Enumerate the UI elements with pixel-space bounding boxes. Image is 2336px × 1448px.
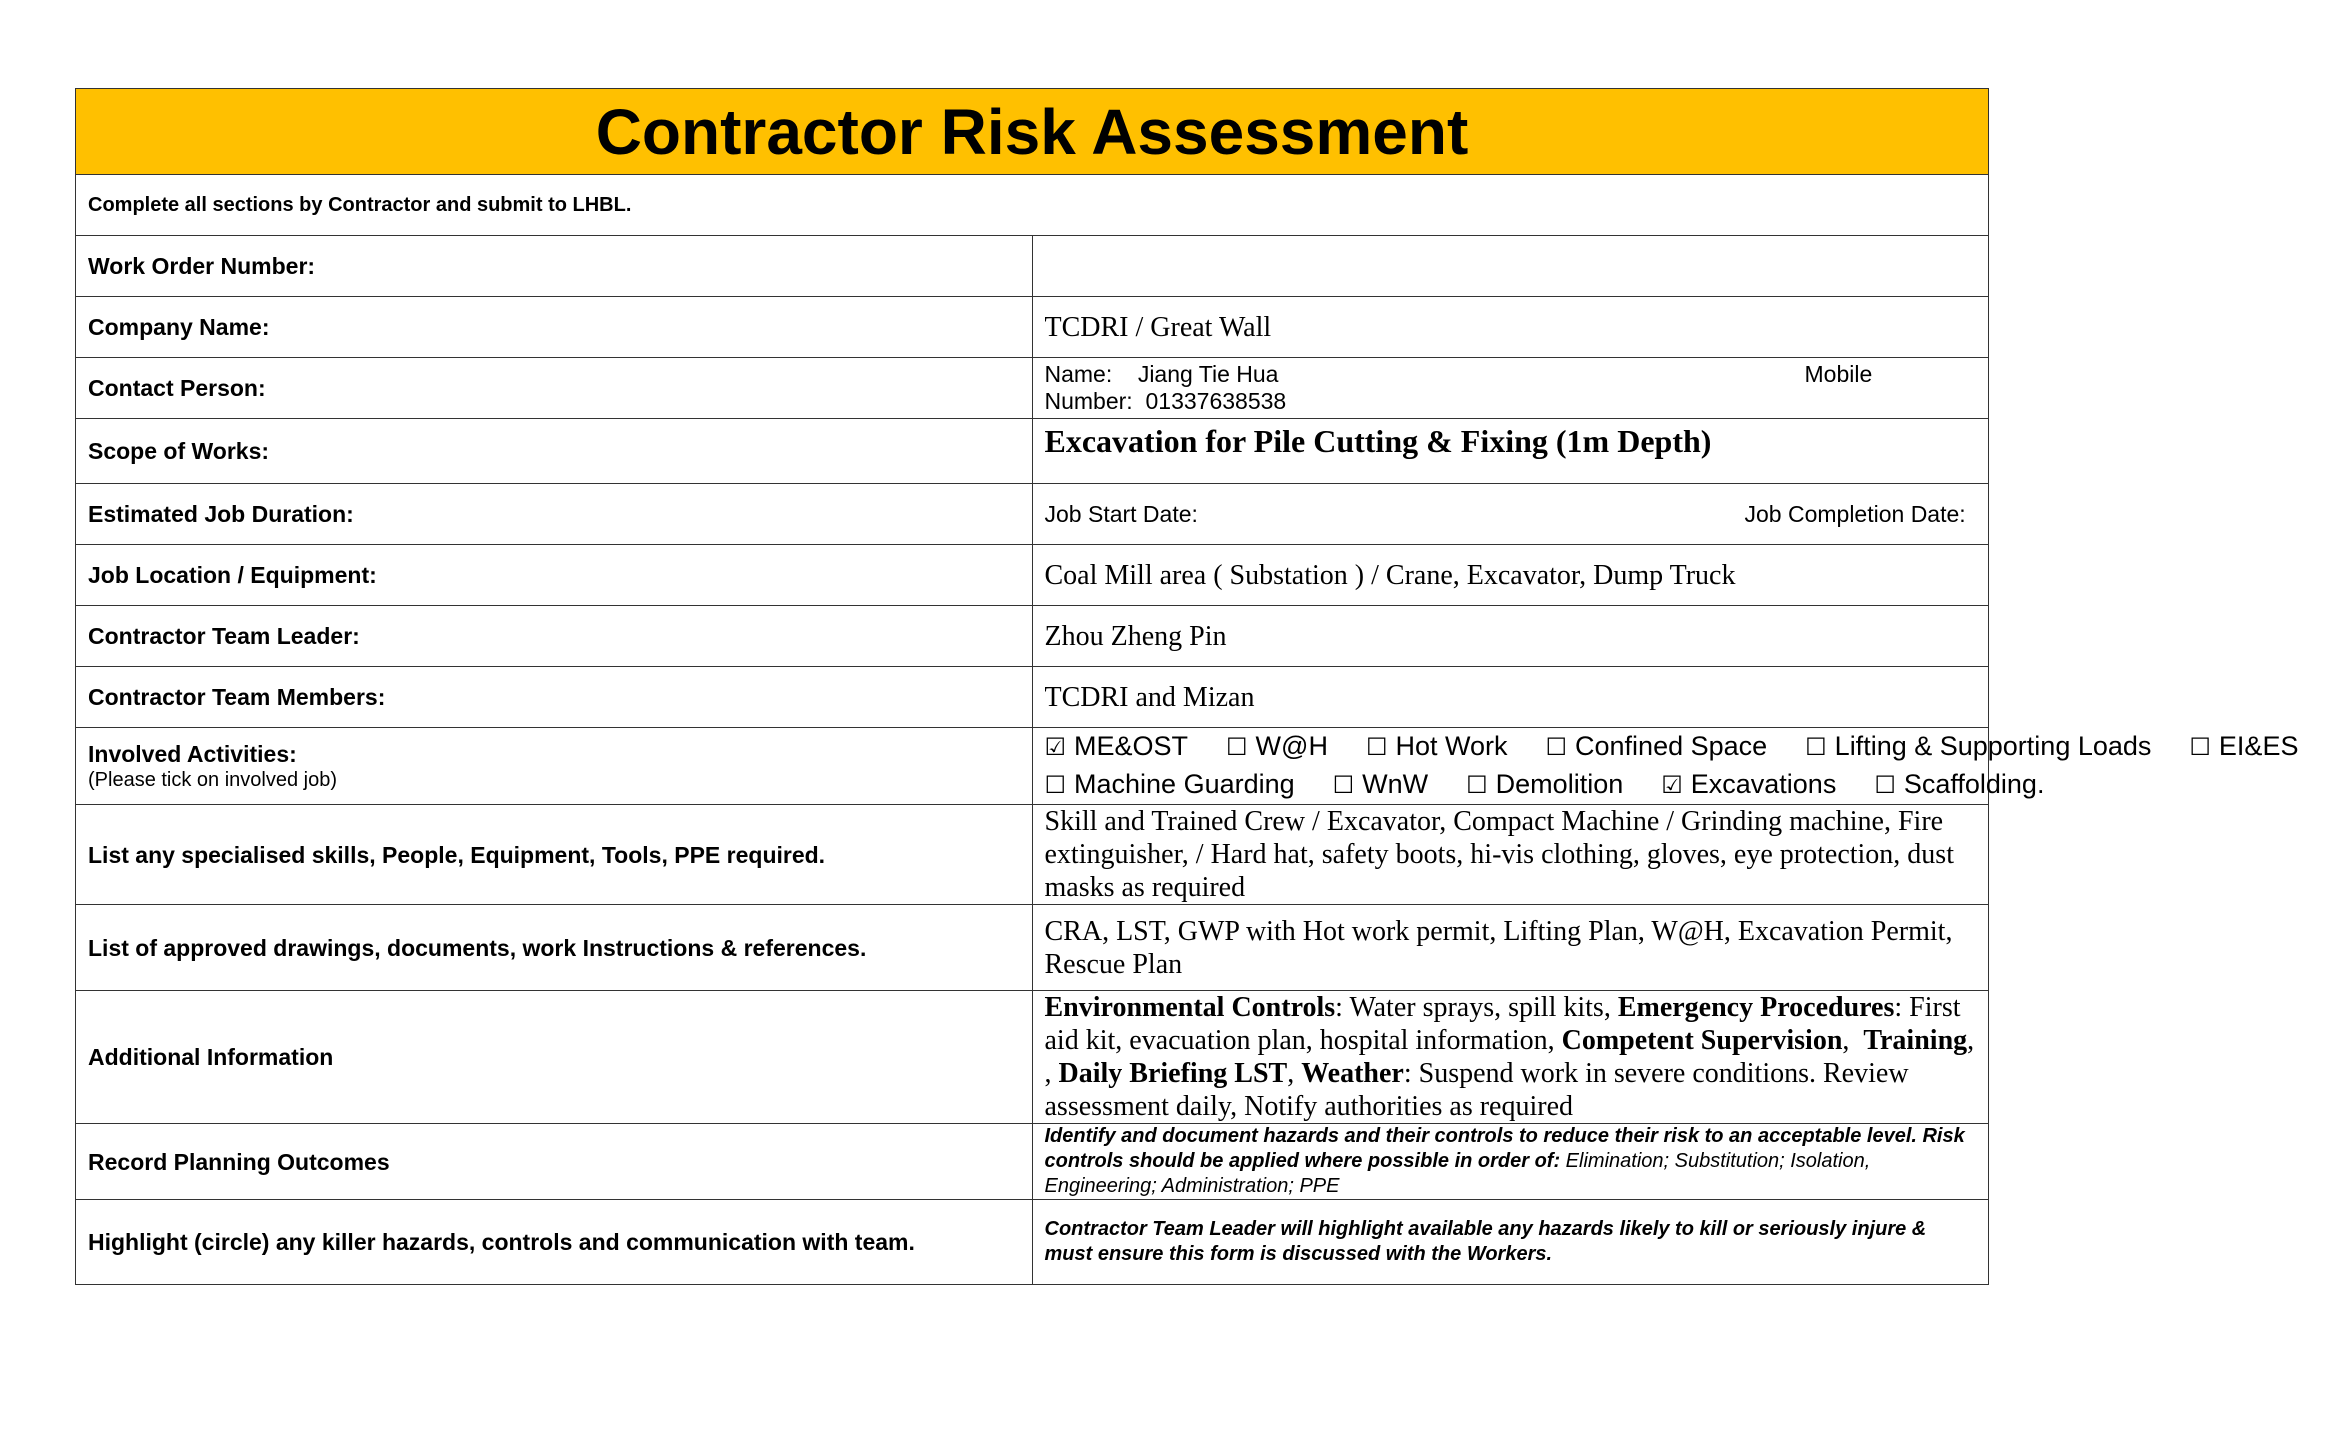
mobile-label: Mobile Number: <box>1044 361 1873 414</box>
activity-scaffolding[interactable] <box>1874 766 2044 804</box>
activity-demolition[interactable] <box>1466 766 1623 804</box>
duration-label: Estimated Job Duration: <box>76 484 1033 545</box>
contact-person-value <box>1032 358 1989 419</box>
activity-label: Hot Work <box>1395 731 1508 761</box>
activity-label: Lifting & Supporting Loads <box>1834 731 2152 761</box>
activity-label: Excavations <box>1690 769 1837 799</box>
activity-label: Confined Space <box>1575 731 1768 761</box>
separator-3: , <box>1287 1058 1302 1089</box>
planning-bold-text: Identify and document hazards and their controls to reduce their risk to an acceptable level. Risk controls should be applied where possible in order of: <box>1044 1125 1965 1172</box>
killer-hazards-label: Highlight (circle) any killer hazards, controls and communication with team. <box>76 1200 1033 1285</box>
activity-label: Machine Guarding <box>1074 769 1295 799</box>
activities-checklist <box>1032 728 2299 805</box>
risk-assessment-form <box>75 88 2299 1285</box>
additional-info-label: Additional Information <box>76 991 1033 1124</box>
unchecked-checkbox-icon[interactable]: ☐ <box>1545 734 1568 761</box>
location-label: Job Location / Equipment: <box>76 545 1033 606</box>
contact-person-label: Contact Person: <box>76 358 1033 419</box>
unchecked-checkbox-icon[interactable]: ☐ <box>1365 734 1388 761</box>
emergency-label: Emergency Procedures <box>1617 992 1895 1023</box>
activity-hot-work[interactable] <box>1366 728 1508 766</box>
daily-briefing-label: Daily Briefing LST <box>1058 1058 1288 1089</box>
form-title: Contractor Risk Assessment <box>76 89 1989 175</box>
team-leader-label: Contractor Team Leader: <box>76 606 1033 667</box>
company-name-label: Company Name: <box>76 297 1033 358</box>
drawings-value: CRA, LST, GWP with Hot work permit, Lifting Plan, W@H, Excavation Permit, Rescue Plan <box>1032 905 1989 991</box>
contact-name-group <box>1045 361 1745 388</box>
activities-row-2 <box>1044 766 2045 804</box>
activity-label: Demolition <box>1495 769 1624 799</box>
unchecked-checkbox-icon[interactable]: ☐ <box>1805 734 1827 761</box>
contact-name-label: Name: <box>1044 361 1113 387</box>
team-members-label: Contractor Team Members: <box>76 667 1033 728</box>
mobile-number: 01337638538 <box>1145 388 1287 414</box>
unchecked-checkbox-icon[interactable]: ☐ <box>2189 734 2211 761</box>
unchecked-checkbox-icon[interactable]: ☐ <box>1226 734 1248 761</box>
env-controls-text: : Water sprays, spill kits, <box>1335 992 1618 1023</box>
separator-1: , <box>1842 1025 1864 1056</box>
work-order-value <box>1032 236 1989 297</box>
unchecked-checkbox-icon[interactable]: ☐ <box>1044 772 1067 799</box>
scope-value: Excavation for Pile Cutting & Fixing (1m Depth) <box>1032 419 1989 484</box>
activities-label: Involved Activities: <box>88 741 297 767</box>
team-members-value: TCDRI and Mizan <box>1032 667 1989 728</box>
scope-label: Scope of Works: <box>76 419 1033 484</box>
activity-me-ost[interactable] <box>1045 728 1189 766</box>
duration-value <box>1032 484 1989 545</box>
killer-hazards-value: Contractor Team Leader will highlight available any hazards likely to kill or seriously injure & must ensure this form is discussed with the Workers. <box>1032 1200 1989 1285</box>
activity-excavations[interactable] <box>1661 766 1836 804</box>
activity-w-h[interactable] <box>1226 728 1328 766</box>
activity-label: ME&OST <box>1074 731 1189 761</box>
emergency-text: : First aid kit, evacuation plan, hospital information, <box>1044 992 1961 1056</box>
env-controls-label: Environmental Controls <box>1044 992 1336 1023</box>
activities-label-cell <box>76 728 1033 805</box>
activity-ei-es[interactable] <box>2189 728 2298 766</box>
unchecked-checkbox-icon[interactable]: ☐ <box>1332 772 1355 799</box>
training-label: Training <box>1863 1025 1968 1056</box>
work-order-label: Work Order Number: <box>76 236 1033 297</box>
activity-confined-space[interactable] <box>1546 728 1768 766</box>
activities-row-1 <box>1044 728 2299 766</box>
form-instruction: Complete all sections by Contractor and submit to LHBL. <box>76 175 1989 236</box>
skills-value: Skill and Trained Crew / Excavator, Compact Machine / Grinding machine, Fire extinguisher, / Hard hat, safety boots, hi-vis clothing, gloves, eye protection, dust masks as required <box>1032 805 1989 905</box>
activity-wnw[interactable] <box>1333 766 1429 804</box>
supervision-label: Competent Supervision <box>1561 1025 1843 1056</box>
separator-2: , , <box>1044 1025 1975 1089</box>
unchecked-checkbox-icon[interactable]: ☐ <box>1874 772 1896 799</box>
job-completion-date-label: Job Completion Date: <box>1744 500 1966 527</box>
location-value: Coal Mill area ( Substation ) / Crane, Excavator, Dump Truck <box>1032 545 1989 606</box>
checked-checkbox-icon[interactable]: ☑ <box>1661 772 1683 799</box>
company-name-value: TCDRI / Great Wall <box>1032 297 1989 358</box>
contact-name: Jiang Tie Hua <box>1137 361 1279 387</box>
checked-checkbox-icon[interactable]: ☑ <box>1044 734 1067 761</box>
activity-machine-guarding[interactable] <box>1045 766 1295 804</box>
weather-label: Weather <box>1301 1058 1404 1089</box>
additional-info-value <box>1032 991 1989 1124</box>
drawings-label: List of approved drawings, documents, work Instructions & references. <box>76 905 1033 991</box>
planning-label: Record Planning Outcomes <box>76 1124 1033 1200</box>
activity-label: W@H <box>1255 731 1328 761</box>
job-start-date-label: Job Start Date: <box>1044 500 1198 527</box>
activity-lifting-supporting-loads[interactable] <box>1805 728 2151 766</box>
planning-value <box>1032 1124 1989 1200</box>
team-leader-value: Zhou Zheng Pin <box>1032 606 1989 667</box>
unchecked-checkbox-icon[interactable]: ☐ <box>1466 772 1488 799</box>
skills-label: List any specialised skills, People, Equipment, Tools, PPE required. <box>76 805 1033 905</box>
weather-text: : Suspend work in severe conditions. Review assessment daily, Notify authorities as required <box>1044 1058 1909 1122</box>
planning-plain-text: Elimination; Substitution; Isolation, Engineering; Administration; PPE <box>1044 1150 1871 1197</box>
activities-sublabel: (Please tick on involved job) <box>88 769 338 791</box>
activity-label: WnW <box>1362 769 1429 799</box>
activity-label: EI&ES <box>2218 731 2299 761</box>
activity-label: Scaffolding. <box>1903 769 2045 799</box>
